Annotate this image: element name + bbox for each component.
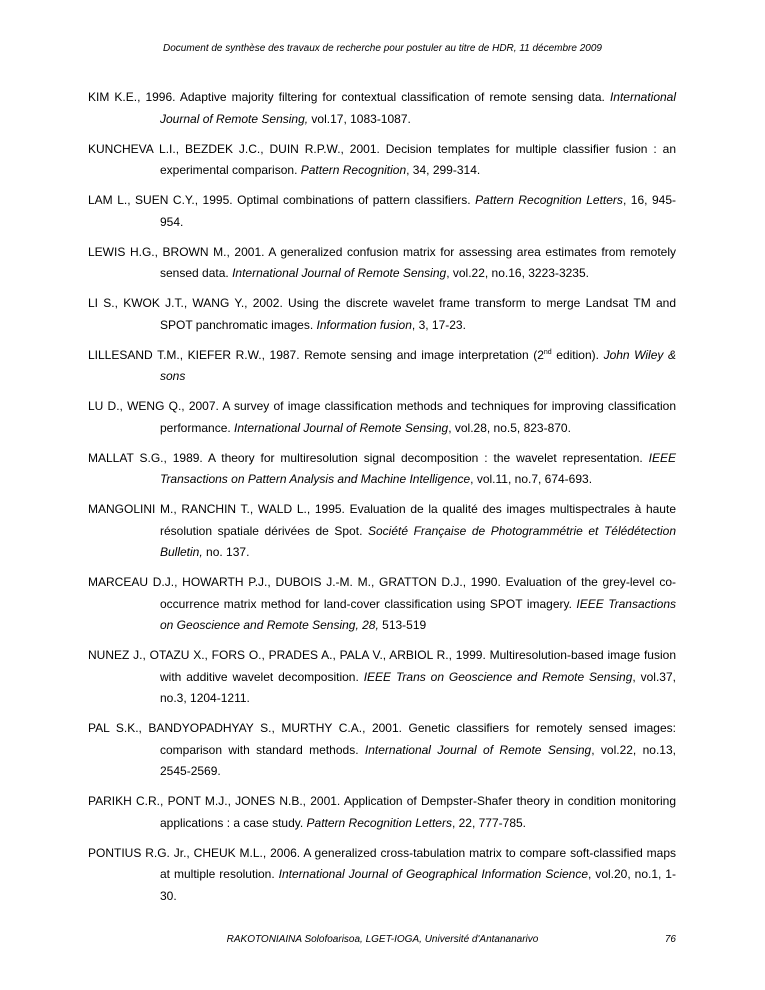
reference-journal: International Journal of Remote Sensing [234,420,449,435]
reference-authors: MARCEAU D.J., HOWARTH P.J., DUBOIS J.-M. M., GRATTON D.J., 1990. Evaluation of the grey-level co-occurrence matrix method for land-cover classification using SPOT imagery. [88,575,676,611]
reference-details: , 3, 17-23. [411,317,466,332]
reference-details: , vol.22, no.16, 3223-3235. [446,266,589,280]
reference-entry [88,448,676,491]
reference-authors: PARIKH C.R., PONT M.J., JONES N.B., 2001. Application of Dempster-Shafer theory in condition monitoring applications : a case study. [88,794,676,830]
reference-journal: Pattern Recognition [300,163,407,177]
reference-authors: MANGOLINI M., RANCHIN T., WALD L., 1995. Evaluation de la qualité des images multispectrales à haute résolution spatiale dérivées de Spot. [88,502,676,538]
reference-entry [88,718,676,783]
reference-details: , vol.20, no.1, 1-30. [160,867,676,903]
reference-superscript: nd [543,348,552,356]
reference-entry [88,645,676,710]
reference-entry [88,396,676,439]
reference-authors: NUNEZ J., OTAZU X., FORS O., PRADES A., PALA V., ARBIOL R., 1999. Multiresolution-based image fusion with additive wavelet decomposition. [88,648,676,684]
reference-entry [88,87,676,130]
footer-text: RAKOTONIAINA Solofoarisoa, LGET-IOGA, Université d'Antananarivo [226,934,539,945]
reference-entry [88,345,676,388]
page-header: Document de synthèse des travaux de recherche pour postuler au titre de HDR, 11 décembre 2009 [163,43,602,54]
reference-entry [88,293,676,336]
reference-authors: LILLESAND T.M., KIEFER R.W., 1987. Remote sensing and image interpretation (2 [88,347,544,362]
reference-details: 513-519 [378,618,427,632]
reference-authors: KUNCHEVA L.I., BEZDEK J.C., DUIN R.P.W., 2001. Decision templates for multiple classifier fusion : an experimental comparison. [88,141,676,177]
reference-journal: Société Française de Photogrammétrie et Télédétection Bulletin, [160,523,676,559]
reference-journal: Pattern Recognition Letters [306,815,452,830]
reference-list [88,87,676,916]
reference-journal: International Journal of Remote Sensing, [160,90,676,126]
reference-journal: Pattern Recognition Letters [475,193,623,207]
reference-details: vol.17, 1083-1087. [308,111,411,126]
reference-journal: IEEE Transactions on Geoscience and Remote Sensing, 28, [160,596,677,632]
reference-details: , vol.28, no.5, 823-870. [448,420,571,435]
page-number: 76 [664,934,676,945]
reference-authors: LAM L., SUEN C.Y., 1995. Optimal combinations of pattern classifiers. [88,193,476,207]
reference-details: , vol.11, no.7, 674-693. [470,472,593,486]
reference-authors: PAL S.K., BANDYOPADHYAY S., MURTHY C.A., 2001. Genetic classifiers for remotely sensed images: comparison with standard methods. [88,721,676,757]
reference-details: , vol.37, no.3, 1204-1211. [160,669,676,705]
reference-entry [88,843,676,908]
reference-authors-continued: edition). [551,347,604,362]
reference-entry [88,139,676,182]
reference-authors: MALLAT S.G., 1989. A theory for multiresolution signal decomposition : the wavelet representation. [88,450,649,465]
reference-details: , 16, 945-954. [160,193,677,229]
reference-journal: International Journal of Remote Sensing [364,742,592,757]
reference-entry [88,791,676,834]
reference-entry [88,499,676,564]
reference-journal: International Journal of Geographical Information Science [278,867,589,881]
reference-journal: International Journal of Remote Sensing [232,266,447,280]
reference-authors: LEWIS H.G., BROWN M., 2001. A generalized confusion matrix for assessing area estimates from remotely sensed data. [88,244,676,280]
reference-entry [88,572,676,637]
reference-journal: IEEE Transactions on Pattern Analysis and Machine Intelligence [160,450,676,486]
reference-details: , 34, 299-314. [406,163,481,177]
reference-authors: LI S., KWOK J.T., WANG Y., 2002. Using the discrete wavelet frame transform to merge Landsat TM and SPOT panchromatic images. [88,296,676,332]
reference-details: , 22, 777-785. [451,815,527,830]
reference-authors: KIM K.E., 1996. Adaptive majority filtering for contextual classification of remote sensing data. [88,90,610,104]
reference-journal: IEEE Trans on Geoscience and Remote Sensing [363,669,633,684]
reference-entry [88,190,676,233]
reference-details: , vol.22, no.13, 2545-2569. [160,742,676,778]
reference-authors: LU D., WENG Q., 2007. A survey of image classification methods and techniques for improving classification performance. [88,399,676,435]
reference-authors: PONTIUS R.G. Jr., CHEUK M.L., 2006. A generalized cross-tabulation matrix to compare soft-classified maps at multiple resolution. [88,845,676,881]
reference-entry [88,242,676,285]
reference-details: no. 137. [202,545,250,559]
reference-journal: John Wiley & sons [160,347,676,383]
reference-journal: Information fusion [316,317,412,332]
